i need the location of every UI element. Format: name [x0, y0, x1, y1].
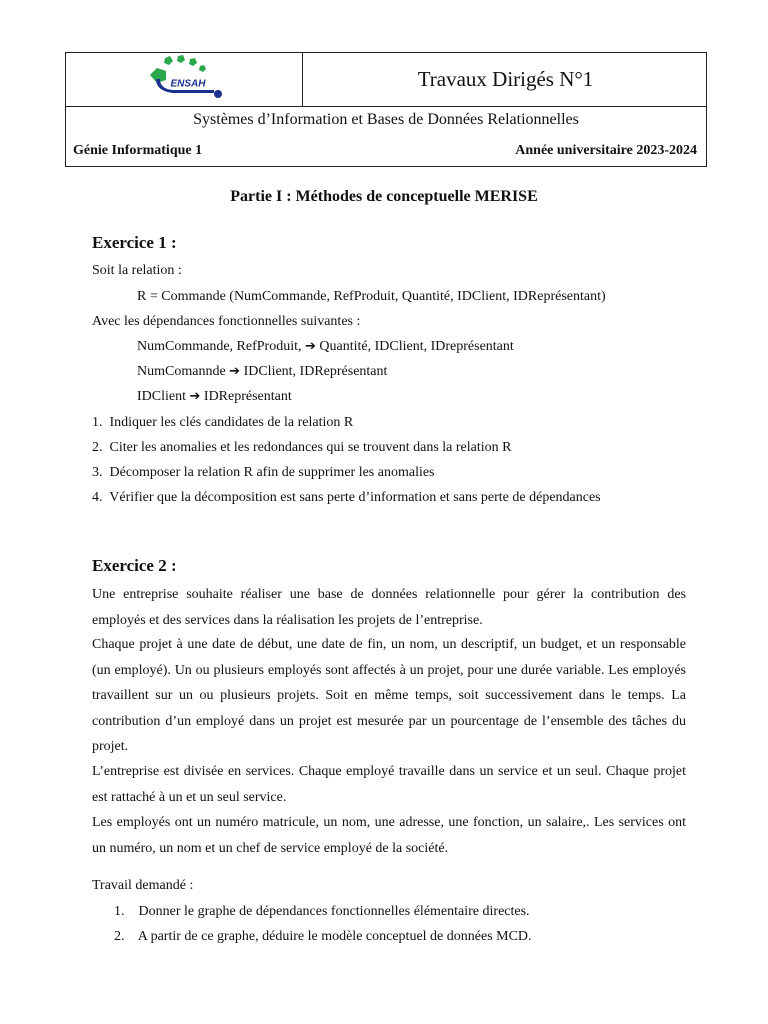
dependencies-intro: Avec les dépendances fonctionnelles suivantes :	[92, 314, 361, 329]
dependency-left: NumCommande, RefProduit,	[137, 339, 302, 354]
document-title: Travaux Dirigés N°1	[417, 67, 594, 91]
dependency-right: IDClient, IDReprésentant	[243, 364, 388, 379]
dependency-right: Quantité, IDClient, IDreprésentant	[319, 339, 514, 354]
part-title: Partie I : Méthodes de conceptuelle MERISE	[230, 188, 538, 205]
dependency-right: IDReprésentant	[203, 389, 292, 404]
question-4	[92, 490, 601, 506]
question-3	[92, 465, 435, 481]
arrow-right-icon: ➔	[189, 389, 201, 404]
exercise2-paragraph-4: Les employés ont un numéro matricule, un nom, une adresse, une fonction, un salaire,. Les services ont un numéro, un nom et un chef de service employé de la société.	[92, 815, 686, 856]
task-text: Donner le graphe de dépendances fonctionnelles élémentaire directes.	[138, 904, 530, 919]
program-label: Génie Informatique 1	[73, 143, 203, 158]
relation-definition: R = Commande (NumCommande, RefProduit, Quantité, IDClient, IDReprésentant)	[137, 289, 606, 304]
dependency-2	[137, 364, 387, 380]
task-1	[114, 904, 530, 920]
arrow-right-icon: ➔	[229, 364, 241, 379]
question-number: 4.	[92, 490, 103, 505]
exercise1-title: Exercice 1 :	[92, 233, 177, 252]
academic-year: Année universitaire 2023-2024	[515, 143, 697, 158]
header-top-row	[66, 53, 706, 107]
question-text: Indiquer les clés candidates de la relation R	[109, 415, 354, 430]
task-number: 2.	[114, 929, 125, 944]
question-1	[92, 415, 353, 431]
question-2	[92, 440, 512, 456]
dependency-left: IDClient	[137, 389, 186, 404]
work-label: Travail demandé :	[92, 878, 194, 893]
question-text: Décomposer la relation R afin de supprimer les anomalies	[109, 465, 435, 480]
dependency-left: NumComannde	[137, 364, 226, 379]
logo-cell	[66, 53, 303, 106]
exercise2-title: Exercice 2 :	[92, 556, 177, 575]
question-text: Vérifier que la décomposition est sans perte d’information et sans perte de dépendances	[109, 490, 601, 505]
dependency-3	[137, 389, 292, 405]
arrow-right-icon: ➔	[305, 339, 316, 354]
exercise2-paragraph-3: L’entreprise est divisée en services. Chaque employé travaille dans un service et un seul. Chaque projet est rattaché à un et un seul service.	[92, 764, 686, 805]
question-number: 1.	[92, 415, 103, 430]
exercise1-intro: Soit la relation :	[92, 263, 182, 278]
course-subject: Systèmes d’Information et Bases de Données Relationnelles	[193, 111, 579, 128]
header-table	[65, 52, 707, 167]
task-number: 1.	[114, 904, 125, 919]
exercise2-paragraph-2: Chaque projet à une date de début, une date de fin, un nom, un descriptif, un budget, et un responsable (un employé). Un ou plusieurs employés sont affectés à un projet, pour une durée variable. Les employés travaillent sur un ou plusieurs projets. Soit en même temps, soit successivement dans le temps. La contribution d’un employé dans un projet est mesurée par un pourcentage de l’ensemble des tâches du projet.	[92, 637, 686, 754]
task-2	[114, 929, 532, 945]
ensah-logo	[148, 55, 228, 105]
task-text: A partir de ce graphe, déduire le modèle conceptuel de données MCD.	[137, 929, 532, 944]
question-number: 3.	[92, 465, 103, 480]
exercise2-paragraph-1: Une entreprise souhaite réaliser une base de données relationnelle pour gérer la contribution des employés et des services dans la réalisation les projets de l’entreprise.	[92, 587, 686, 628]
question-number: 2.	[92, 440, 103, 455]
logo-text: ENSAH	[170, 78, 206, 90]
question-text: Citer les anomalies et les redondances qui se trouvent dans la relation R	[109, 440, 512, 455]
dependency-1	[137, 339, 514, 355]
